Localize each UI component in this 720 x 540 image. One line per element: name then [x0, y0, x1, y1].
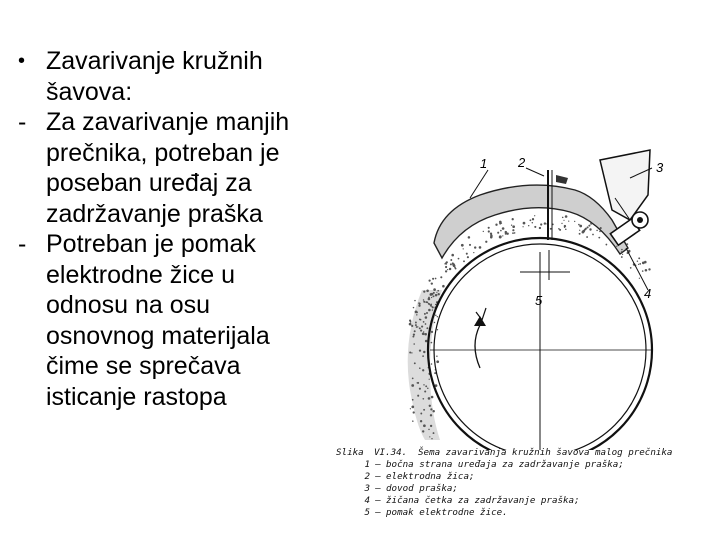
bullet-line: čime se sprečava: [46, 352, 241, 380]
flux-grain: [436, 356, 437, 357]
flux-grain: [499, 236, 502, 239]
flux-grain: [528, 225, 529, 226]
flux-grain: [416, 314, 417, 315]
flux-grain: [419, 388, 421, 390]
flux-grain: [420, 420, 422, 422]
flux-grain: [461, 244, 464, 247]
flux-grain: [642, 262, 645, 265]
flux-grain: [431, 363, 433, 365]
bullet-line: zadržavanje praška: [46, 199, 263, 228]
flux-grain: [428, 429, 430, 431]
flux-grain: [412, 420, 414, 422]
flux-grain: [523, 222, 526, 225]
flux-grain: [432, 410, 434, 412]
bullet-list: [18, 46, 348, 412]
flux-grain: [638, 257, 640, 259]
leader-2: [526, 168, 544, 176]
flux-grain: [579, 230, 580, 231]
flux-grain: [426, 327, 428, 329]
flux-grain: [413, 333, 415, 335]
flux-grain: [412, 336, 414, 338]
flux-grain: [424, 313, 426, 315]
flux-grain: [483, 231, 484, 232]
rotation-symbol: [476, 308, 486, 320]
flux-grain: [451, 254, 454, 257]
flux-grain: [587, 226, 589, 228]
flux-grain: [413, 343, 415, 345]
legend-number: 4: [364, 495, 370, 506]
flux-grain: [418, 302, 420, 304]
flux-grain: [639, 263, 641, 265]
flux-hopper: [600, 150, 650, 220]
flux-grain: [415, 324, 417, 326]
flux-grain: [423, 351, 425, 353]
flux-grain: [522, 226, 523, 227]
flux-grain: [514, 232, 516, 234]
caption-figure-number: VI.34.: [374, 447, 408, 458]
flux-grain: [621, 249, 623, 251]
flux-grain: [452, 263, 455, 266]
flux-grain: [532, 218, 534, 220]
flux-grain: [588, 225, 590, 227]
flux-grain: [423, 299, 424, 300]
flux-grain: [415, 322, 417, 324]
flux-grain: [468, 236, 471, 239]
flux-grain: [411, 325, 413, 327]
flux-grain: [414, 330, 416, 332]
flux-grain: [429, 405, 431, 407]
flux-grain: [534, 226, 536, 228]
flux-grain: [497, 232, 499, 234]
flux-grain: [600, 227, 602, 229]
flux-grain: [422, 430, 424, 432]
flux-grain: [585, 228, 587, 230]
flux-grain: [419, 349, 421, 351]
flux-grain: [558, 228, 560, 230]
flux-grain: [495, 224, 497, 226]
flux-grain: [430, 414, 432, 416]
legend-text: bočna strana uređaja za zadržavanje praška;: [386, 459, 624, 470]
flux-grain: [502, 235, 503, 236]
flux-grain: [425, 385, 427, 387]
flux-grain: [433, 432, 435, 434]
flux-grain: [421, 326, 423, 328]
flux-grain: [428, 298, 431, 301]
flux-grain: [411, 352, 412, 353]
flux-grain: [423, 331, 424, 332]
flux-grain: [430, 293, 432, 295]
flux-grain: [606, 244, 608, 246]
legend-number: 2: [364, 471, 370, 482]
flux-grain: [410, 321, 412, 323]
flux-grain: [438, 293, 440, 295]
flux-grain: [592, 234, 594, 236]
flux-grain: [621, 256, 623, 258]
bullet-item: [18, 46, 348, 107]
flux-grain: [419, 327, 421, 329]
flux-grain: [578, 224, 580, 226]
electrode-guide: [556, 175, 568, 184]
flux-grain: [425, 316, 428, 319]
flux-grain: [596, 230, 598, 232]
flux-grain: [642, 270, 644, 272]
flux-spill: [408, 290, 442, 440]
flux-grain: [450, 259, 452, 261]
legend-text: dovod praška;: [386, 483, 458, 494]
bullet-marker: •: [18, 50, 26, 72]
flux-grain: [621, 251, 623, 253]
flux-grain: [431, 342, 433, 344]
flux-grain: [413, 411, 415, 413]
flux-grain: [466, 253, 468, 255]
flux-grain: [467, 256, 469, 258]
welding-diagram-svg: [330, 140, 720, 450]
legend-dash: –: [375, 507, 381, 518]
flux-grain: [430, 408, 432, 410]
flux-grain: [644, 262, 646, 264]
flux-grain: [433, 292, 435, 294]
flux-grain: [565, 229, 567, 231]
bullet-line: poseban uređaj za: [46, 169, 252, 197]
flux-grain: [435, 294, 438, 297]
flux-grain: [563, 220, 564, 221]
flux-grain: [565, 215, 568, 218]
legend-row: [336, 495, 720, 507]
callout-3: 3: [656, 160, 664, 175]
flux-grain: [412, 378, 414, 380]
flux-grain: [433, 295, 435, 297]
flux-grain: [444, 263, 446, 265]
flux-grain: [420, 413, 422, 415]
flux-grain: [425, 340, 428, 343]
flux-grain: [463, 260, 465, 262]
flux-grain: [564, 225, 566, 227]
flux-grain: [436, 292, 437, 293]
legend-dash: –: [375, 459, 381, 470]
flux-grain: [431, 331, 433, 333]
flux-grain: [418, 305, 420, 307]
caption-slika: Slika: [336, 447, 364, 458]
flux-grain: [431, 438, 432, 439]
legend-row: [336, 483, 720, 495]
flux-grain: [417, 395, 419, 397]
flux-grain: [434, 322, 435, 323]
flux-grain: [646, 269, 647, 270]
flux-grain: [423, 409, 425, 411]
flux-grain: [599, 231, 601, 233]
flux-grain: [435, 278, 437, 280]
flux-grain: [500, 230, 502, 232]
flux-grain: [416, 382, 417, 383]
flux-grain: [428, 397, 431, 400]
flux-grain: [590, 223, 592, 225]
flux-grain: [445, 270, 447, 272]
flux-grain: [425, 333, 426, 334]
flux-grain: [505, 231, 507, 233]
flux-grain: [416, 311, 418, 313]
flux-grain: [511, 225, 512, 226]
flux-grain: [431, 297, 432, 298]
legend-dash: –: [375, 471, 381, 482]
flux-grain: [422, 398, 424, 400]
flux-grain: [426, 290, 429, 293]
bullet-line: Za zavarivanje manjih: [46, 108, 290, 136]
flux-grain: [431, 282, 433, 284]
flux-grain: [410, 408, 411, 409]
callout-5: 5: [535, 293, 543, 308]
flux-grain: [411, 406, 414, 409]
legend-number: 5: [364, 507, 370, 518]
flux-grain: [424, 390, 426, 392]
rotation-arrow: [475, 325, 480, 368]
flux-grain: [544, 222, 546, 224]
flux-grain: [501, 223, 502, 224]
legend-dash: –: [375, 483, 381, 494]
flux-grain: [474, 246, 476, 248]
flux-grain: [422, 332, 425, 335]
flux-grain: [463, 248, 464, 249]
flux-grain: [579, 225, 582, 228]
flux-grain: [432, 278, 434, 280]
flux-grain: [430, 425, 432, 427]
callout-2: 2: [518, 155, 526, 170]
callout-1: 1: [480, 156, 488, 171]
flux-grain: [616, 246, 617, 247]
flux-grain: [540, 223, 542, 225]
flux-grain: [433, 288, 436, 291]
legend-text: pomak elektrodne žice.: [386, 507, 508, 518]
flux-grain: [428, 303, 429, 304]
legend-row: [336, 471, 720, 483]
flux-grain: [449, 268, 451, 270]
legend-number: 3: [364, 483, 370, 494]
flux-grain: [534, 215, 535, 216]
bullet-line: odnosu na osu: [46, 291, 211, 319]
flux-grain: [423, 290, 425, 292]
callout-4: 4: [644, 286, 652, 301]
flux-grain: [429, 436, 430, 437]
flux-grain: [409, 323, 412, 326]
legend-text: žičana četka za zadržavanje praška;: [386, 495, 580, 506]
flux-grain: [422, 355, 424, 357]
flux-grain: [436, 360, 439, 363]
flux-grain: [458, 258, 460, 260]
flux-grain: [539, 227, 541, 229]
flux-grain: [435, 314, 437, 316]
flux-grain: [437, 316, 438, 317]
flux-grain: [512, 218, 514, 220]
flux-grain: [502, 227, 505, 230]
legend-row: [336, 459, 720, 471]
flux-grain: [589, 228, 591, 230]
flux-grain: [490, 234, 492, 236]
flux-grain: [420, 330, 422, 332]
flux-grain: [419, 367, 421, 369]
flux-grain: [414, 362, 416, 364]
flux-grain: [512, 232, 514, 234]
flux-grain: [562, 217, 564, 219]
flux-grain: [574, 221, 575, 222]
flux-grain: [428, 309, 431, 312]
flux-grain: [639, 278, 640, 279]
flux-grain: [423, 321, 425, 323]
legend-row: [336, 507, 720, 519]
flux-grain: [423, 301, 425, 303]
flux-grain: [586, 236, 588, 238]
flux-grain: [485, 241, 487, 243]
bullet-line: prečnika, potreban je: [46, 138, 280, 167]
flux-grain: [648, 268, 650, 270]
brush-pivot-inner: [637, 217, 643, 223]
flux-grain: [568, 220, 569, 221]
bullet-line: osnovnog materijala: [46, 321, 270, 350]
flux-grain: [446, 261, 448, 263]
bullet-line: elektrodne žice u: [46, 260, 236, 289]
flux-grain: [432, 309, 433, 310]
flux-grain: [429, 280, 431, 282]
flux-grain: [437, 290, 439, 292]
flux-grain: [442, 285, 445, 288]
bullet-line: Zavarivanje kružnih: [46, 47, 263, 75]
flux-grain: [423, 384, 424, 385]
flux-grain: [445, 266, 447, 268]
flux-grain: [479, 246, 482, 249]
flux-grain: [409, 351, 411, 353]
flux-grain: [429, 379, 430, 380]
flux-grain: [412, 399, 414, 401]
flux-grain: [447, 269, 448, 270]
flux-grain: [414, 300, 415, 301]
bullet-line: Potreban je pomak: [46, 230, 256, 258]
legend-number: 1: [364, 459, 370, 470]
bullet-item: [18, 229, 348, 412]
flux-grain: [440, 276, 442, 278]
bullet-item: [18, 107, 348, 229]
flux-grain: [529, 219, 531, 221]
flux-grain: [427, 387, 429, 389]
flux-grain: [422, 369, 424, 371]
flux-grain: [579, 233, 581, 235]
flux-grain: [431, 396, 434, 399]
flux-grain: [416, 326, 418, 328]
bullet-marker: -: [18, 108, 27, 136]
flux-grain: [430, 304, 432, 306]
flux-grain: [426, 301, 427, 302]
flux-grain: [532, 222, 533, 223]
flux-band: [434, 185, 628, 258]
caption-title: Šema zavarivanja kružnih šavova malog prečnika: [418, 447, 673, 458]
flux-grain: [419, 319, 421, 321]
flux-grain: [426, 312, 428, 314]
flux-grain: [637, 260, 638, 261]
bullet-line: isticanje rastopa: [46, 382, 227, 411]
bullet-marker: -: [18, 230, 27, 258]
figure-caption: [336, 447, 720, 519]
flux-grain: [513, 226, 515, 228]
flux-grain: [413, 307, 414, 308]
flux-grain: [638, 264, 639, 265]
flux-grain: [512, 229, 514, 231]
flux-grain: [450, 263, 452, 265]
flux-grain: [423, 424, 426, 427]
flux-grain: [488, 227, 490, 229]
legend-text: elektrodna žica;: [386, 471, 475, 482]
flux-grain: [550, 228, 552, 230]
flux-grain: [469, 244, 471, 246]
flux-grain: [437, 329, 438, 330]
flux-grain: [425, 323, 427, 325]
flux-grain: [411, 384, 414, 387]
flux-grain: [622, 254, 623, 255]
flux-grain: [488, 230, 490, 232]
flux-grain: [630, 267, 632, 269]
flux-grain: [561, 223, 562, 224]
flux-grain: [598, 237, 600, 239]
legend-dash: –: [375, 495, 381, 506]
flux-grain: [473, 252, 474, 253]
bullet-line: šavova:: [46, 77, 133, 106]
flux-grain: [626, 243, 628, 245]
